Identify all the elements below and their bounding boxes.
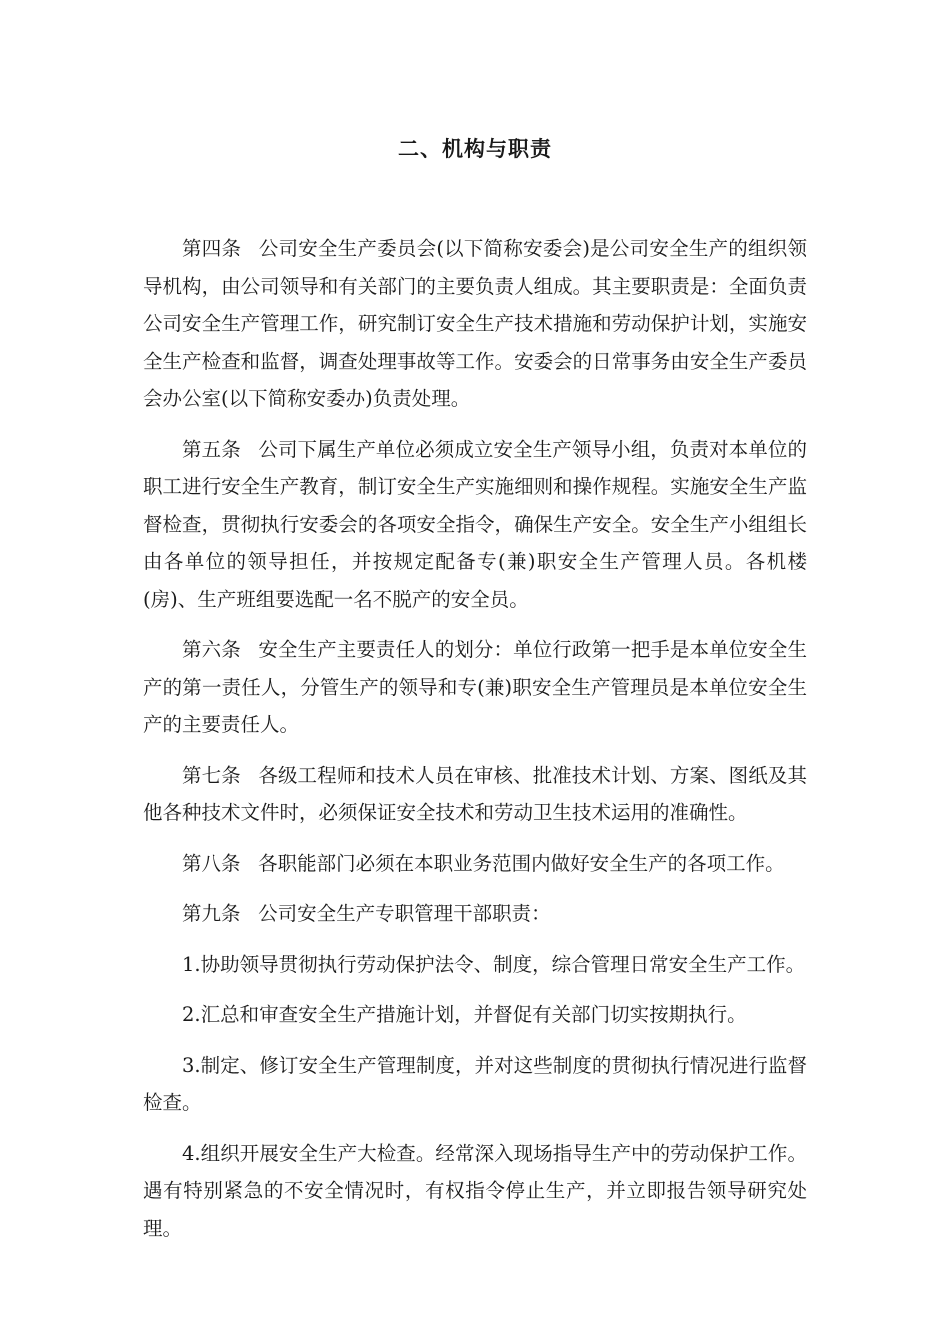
article-8-paragraph [143, 845, 807, 883]
article-label: 第七条 [182, 763, 241, 787]
article-label: 第六条 [182, 638, 241, 661]
article-4-paragraph [143, 230, 807, 418]
article-text: 公司下属生产单位必须成立安全生产领导小组，负责对本单位的职工进行安全生产教育，制订安全生产实施细则和操作规程。实施安全生产监督检查，贯彻执行安委会的各项安全指令，确保生产安全。安全生产小组组长由各单位的领导担任，并按规定配备专(兼)职安全生产管理人员。各机楼(房)、生产班组要选配一名不脱产的安全员。 [143, 437, 807, 611]
article-label: 第五条 [182, 437, 241, 461]
article-text: 公司安全生产委员会(以下简称安委会)是公司安全生产的组织领导机构，由公司领导和有关部门的主要负责人组成。其主要职责是：全面负责公司安全生产管理工作，研究制订安全生产技术措施和劳动保护计划，实施安全生产检查和监督，调查处理事故等工作。安委会的日常事务由安全生产委员会办公室(以下简称安委办)负责处理。 [143, 237, 807, 410]
section-title: 二、机构与职责 [398, 137, 552, 161]
article-text: 公司安全生产专职管理干部职责： [258, 902, 551, 925]
article-text: 各级工程师和技术人员在审核、批准技术计划、方案、图纸及其他各种技术文件时，必须保证安全技术和劳动卫生技术运用的准确性。 [143, 763, 807, 824]
duty-item-1 [143, 946, 807, 984]
article-9-paragraph [143, 895, 807, 933]
article-label: 第八条 [182, 851, 241, 875]
duty-text: 4.组织开展安全生产大检查。经常深入现场指导生产中的劳动保护工作。遇有特别紧急的不安全情况时，有权指令停止生产，并立即报告领导研究处理。 [143, 1141, 807, 1240]
duty-item-2 [143, 996, 807, 1034]
article-label: 第九条 [182, 902, 241, 925]
document-body [143, 230, 807, 1260]
duty-item-4 [143, 1135, 807, 1248]
article-5-paragraph [143, 431, 807, 619]
duty-text: 1.协助领导贯彻执行劳动保护法令、制度，综合管理日常安全生产工作。 [182, 952, 806, 976]
article-text: 安全生产主要责任人的划分：单位行政第一把手是本单位安全生产的第一责任人，分管生产的领导和专(兼)职安全生产管理员是本单位安全生产的主要责任人。 [143, 638, 807, 736]
duty-item-3 [143, 1047, 807, 1122]
article-6-paragraph [143, 631, 807, 744]
duty-text: 3.制定、修订安全生产管理制度，并对这些制度的贯彻执行情况进行监督检查。 [143, 1053, 807, 1114]
article-7-paragraph [143, 757, 807, 832]
duty-text: 2.汇总和审查安全生产措施计划，并督促有关部门切实按期执行。 [182, 1003, 747, 1026]
article-label: 第四条 [182, 237, 242, 260]
article-text: 各职能部门必须在本职业务范围内做好安全生产的各项工作。 [258, 851, 785, 875]
